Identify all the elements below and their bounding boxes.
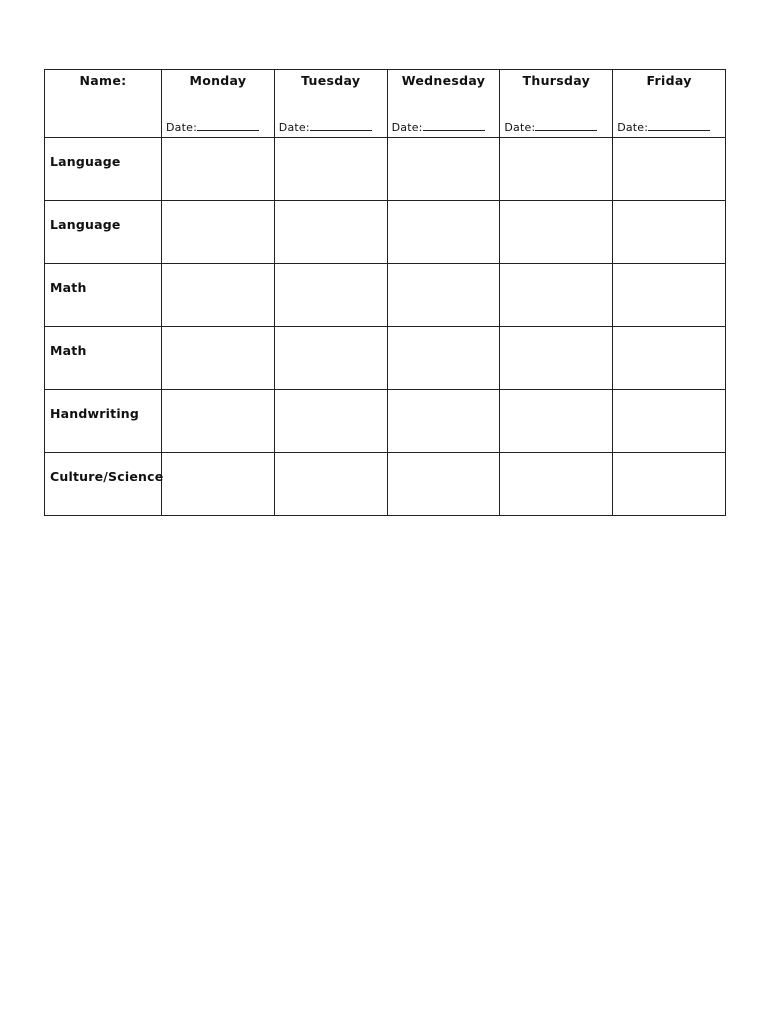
name-label: Name: xyxy=(79,73,127,88)
subject-label: Language xyxy=(50,217,121,232)
day-title: Thursday xyxy=(522,73,591,88)
entry-cell-monday[interactable] xyxy=(162,453,275,516)
day-title: Wednesday xyxy=(401,73,486,88)
date-underline xyxy=(648,121,710,131)
subject-label: Handwriting xyxy=(50,406,140,421)
day-header-tuesday xyxy=(274,70,387,138)
date-field[interactable] xyxy=(166,121,270,134)
entry-cell-friday[interactable] xyxy=(613,264,726,327)
subject-label-cell xyxy=(45,138,162,201)
subject-label: Math xyxy=(50,280,87,295)
entry-cell-thursday[interactable] xyxy=(500,201,613,264)
entry-cell-thursday[interactable] xyxy=(500,327,613,390)
day-header-wednesday xyxy=(387,70,500,138)
entry-cell-monday[interactable] xyxy=(162,264,275,327)
day-title: Monday xyxy=(189,73,247,88)
entry-cell-tuesday[interactable] xyxy=(274,138,387,201)
entry-cell-friday[interactable] xyxy=(613,390,726,453)
entry-cell-thursday[interactable] xyxy=(500,138,613,201)
date-underline xyxy=(535,121,597,131)
entry-cell-wednesday[interactable] xyxy=(387,138,500,201)
entry-cell-friday[interactable] xyxy=(613,138,726,201)
entry-cell-friday[interactable] xyxy=(613,453,726,516)
day-title: Friday xyxy=(646,73,692,88)
day-header-monday xyxy=(162,70,275,138)
subject-label: Culture/Science xyxy=(50,469,164,484)
entry-cell-wednesday[interactable] xyxy=(387,327,500,390)
date-field[interactable] xyxy=(279,121,383,134)
date-label: Date: xyxy=(166,121,197,134)
date-label: Date: xyxy=(391,121,423,134)
subject-label-cell xyxy=(45,264,162,327)
date-field[interactable] xyxy=(392,121,496,134)
entry-cell-monday[interactable] xyxy=(162,201,275,264)
entry-cell-wednesday[interactable] xyxy=(387,264,500,327)
entry-cell-monday[interactable] xyxy=(162,327,275,390)
subject-row-language-1 xyxy=(45,138,726,201)
entry-cell-wednesday[interactable] xyxy=(387,453,500,516)
subject-label: Math xyxy=(50,343,87,358)
date-label: Date: xyxy=(504,121,536,134)
day-header-thursday xyxy=(500,70,613,138)
entry-cell-wednesday[interactable] xyxy=(387,201,500,264)
day-header-friday xyxy=(613,70,726,138)
subject-row-math-2 xyxy=(45,327,726,390)
date-underline xyxy=(197,121,259,131)
subject-row-language-2 xyxy=(45,201,726,264)
entry-cell-monday[interactable] xyxy=(162,138,275,201)
subject-label-cell xyxy=(45,201,162,264)
subject-row-culture-science xyxy=(45,453,726,516)
entry-cell-friday[interactable] xyxy=(613,201,726,264)
day-title: Tuesday xyxy=(301,73,361,88)
date-label: Date: xyxy=(617,121,649,134)
entry-cell-tuesday[interactable] xyxy=(274,390,387,453)
entry-cell-tuesday[interactable] xyxy=(274,201,387,264)
subject-label-cell xyxy=(45,327,162,390)
entry-cell-wednesday[interactable] xyxy=(387,390,500,453)
date-label: Date: xyxy=(278,121,310,134)
subject-label-cell xyxy=(45,390,162,453)
subject-label: Language xyxy=(50,154,121,169)
weekly-planner-table xyxy=(44,69,726,516)
date-field[interactable] xyxy=(504,121,608,134)
entry-cell-thursday[interactable] xyxy=(500,453,613,516)
entry-cell-tuesday[interactable] xyxy=(274,453,387,516)
entry-cell-thursday[interactable] xyxy=(500,390,613,453)
date-underline xyxy=(423,121,485,131)
date-field[interactable] xyxy=(617,121,721,134)
date-underline xyxy=(310,121,372,131)
entry-cell-monday[interactable] xyxy=(162,390,275,453)
entry-cell-thursday[interactable] xyxy=(500,264,613,327)
subject-row-math-1 xyxy=(45,264,726,327)
subject-label-cell xyxy=(45,453,162,516)
entry-cell-tuesday[interactable] xyxy=(274,327,387,390)
subject-row-handwriting xyxy=(45,390,726,453)
entry-cell-tuesday[interactable] xyxy=(274,264,387,327)
header-row xyxy=(45,70,726,138)
entry-cell-friday[interactable] xyxy=(613,327,726,390)
name-cell[interactable] xyxy=(45,70,162,138)
